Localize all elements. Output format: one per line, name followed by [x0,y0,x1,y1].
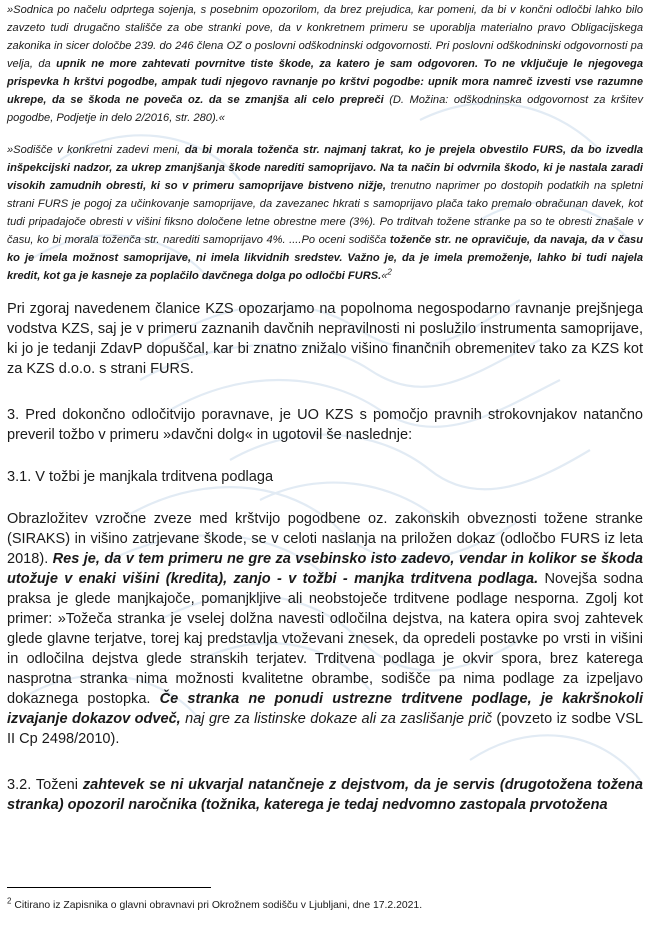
paragraph-section-3: 3. Pred dokončno odločitvijo poravnave, je UO KZS s pomočjo pravnih strokovnjakov natančno preveril tožbo v primeru »davčni dolg« in ugotovil še naslednje: [7,407,643,443]
paragraph-kzs-warning: Pri zgoraj navedenem članice KZS opozarjamo na popolnoma negospodarno ravnanje prejšnjega vodstva KZS, saj je v primeru zaznanih davčnih nepravilnosti ni poslužilo instrumenta samoprijave, ki jo je tedanji ZdavP dopuščal, kar bi znatno znižalo višino finančnih obremenitev tako za KZS kot za KZS d.o.o. s strani FURS. [7,301,643,377]
court-quote-2 [7,141,643,285]
footnote-reference[interactable]: 2 [387,267,392,277]
quote-text: »Sodnica po načelu odprtega sojenja, s posebnim opozorilom, da brez prejudica, kar pomeni, da bi v končni odločbi lahko bilo zavzeto tudi drugačno stališče za obe stranki pove, da v konkretnem primeru se uporablja materialno pravo Obligacijskega zakonika in sicer določbe 239. do 246 člena OZ o poslovni odškodninski odgovornosti. Pri poslovni odškodninski odgovornosti pa velja, da [7,4,643,70]
body-emphasis: Če stranka ne ponudi ustrezne trditvene podlage, je kakršnokoli izvajanje dokazov odveč, [7,691,643,727]
paragraph-section-3-1 [7,509,643,749]
body-text: (povzeto iz sodbe VSL II Cp 2498/2010). [7,711,643,747]
quote-text: trenutno naprimer po dostopih podatkih na spletni strani FURS je pogoj za učinkovanje samoprijave, da zavezanec hkrati s samoprijavo plača tako premalo obračunan davek, kot tudi pripadajoče obresti v višini fiksno določene letne obrestne mere (3%). Po trditvah tožene stranke pa so te obresti znašale v času, ko bi morala toženča str. narediti samoprijavo 4%. ....Po oceni sodišča [7,180,643,246]
footnote [7,896,643,913]
footnote-number: 2 [7,896,12,906]
body-italic: naj gre za listinske dokaze ali za zaslišanje prič [180,711,492,727]
quote-text: »Sodišče v konkretni zadevi meni, [7,144,185,156]
court-quote-1 [7,1,643,127]
quote-text: (D. Možina: odškodninska odgovornost za kršitev pogodbe, Podjetje in delo 2/2016, str. 280).« [7,94,643,124]
quote-emphasis: upnik ne more zahtevati povrnitve tiste škode, za katero je sam odgovoren. To ne vključuje le njegovega prispevka h krštvi pogodbe, ampak tudi njegovo ravnanje po krštvi pogodbe: upnik mora namreč izvesti vse razumne ukrepe, da se škoda ne poveča oz. da se zmanjša ali celo prepreči [7,58,644,106]
footnote-text: Citirano iz Zapisnika o glavni obravnavi pri Okrožnem sodišču v Ljubljani, dne 17.2.2021. [11,900,423,911]
body-emphasis: Res je, da v tem primeru ne gre za vsebinsko isto zadevo, vendar in kolikor se škoda utožuje v enaki višini (kredita), zanjo - v tožbi - manjka trditvena podlaga. [7,551,643,587]
body-text: Obrazložitev vzročne zveze med krštvijo pogodbene oz. zakonskih obveznosti tožene stranke (SIRAKS) in višino zatrjevane škode, se v celoti naslanja na priložen dokaz (odločbo FURS iz leta 2018). [7,511,643,567]
quote-emphasis: toženče str. ne opravičuje, da navaja, da v času ko je imela možnost samoprijave, ni imela likvidnih sredstev. Važno je, da je imela premoženje, lahko bi tudi najela kredit, kot ga je kasneje za poplačilo davčnega dolga po odločbi FURS. [7,234,643,282]
heading-section-3-1: 3.1. V tožbi je manjkala trditvena podlaga [7,469,274,485]
quote-emphasis: da bi morala toženča str. najmanj takrat, ko je prejela obvestilo FURS, da bo izvedla inšpekcijski nadzor, za ukrep zmanjšanja škode narediti samoprijavo. Na ta način bi odvrnila škodo, ki je nastala zaradi visokih zamudnih obresti, ki so v primeru samoprijave bistveno nižje, [7,144,643,192]
body-text: Novejša sodna praksa je glede manjkajoče, pomanjkljive ali neobstoječe trditvene podlage nesporna. Zgolj kot primer: »Tožeča stranka je vselej dolžna navesti odločilna dejstva, na katera opira svoj zahtevek glede glavne terjatve, torej kaj predstavlja vtoževani znesek, da opredeli postavke po vrsti in višini in odločilna dejstva glede stranskih terjatev. Trditvena podlaga je okvir spora, brez katerega nasprotna stranka nima možnosti kvalitetne obrambe, sodišče pa nima podlage za izpeljavo dokaznega postopka. [7,571,643,707]
body-emphasis: zahtevek se ni ukvarjal natančneje z dejstvom, da je servis (drugotožena tožena stranka) opozoril naročnika (tožnika, katerega je tedaj nedvomno zastopala prvotožena [7,777,643,813]
quote-text: « [381,270,388,282]
paragraph-section-3-2 [7,775,643,815]
footnote-divider [7,887,211,888]
body-text: 3.2. Toženi [7,777,83,793]
